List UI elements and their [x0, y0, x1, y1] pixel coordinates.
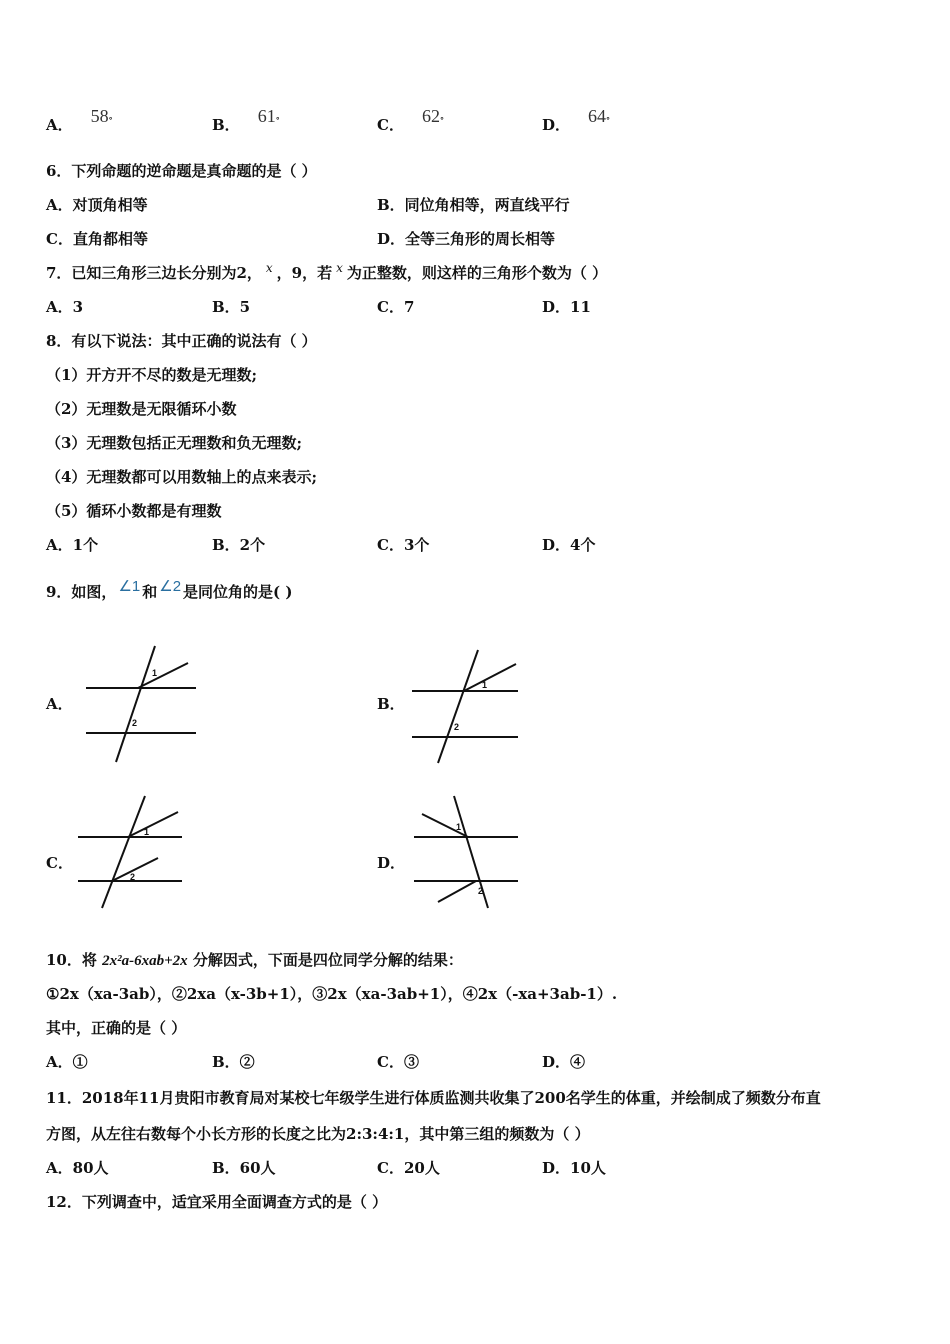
- q9-stem-part: 是同位角的是( ): [183, 583, 293, 601]
- q9-figure-d: [408, 792, 533, 916]
- q10-option-a: A．①: [46, 1053, 88, 1071]
- q7-option-c: C．7: [377, 298, 415, 316]
- option-label: C．: [377, 116, 404, 134]
- q9-stem-part: 和: [142, 583, 158, 601]
- angle-1: ∠1: [118, 578, 141, 595]
- option-value: 62: [421, 106, 440, 126]
- figure-mark-1: 1: [152, 668, 158, 678]
- q6-option-c: C．直角都相等: [46, 230, 148, 248]
- q5-option-d: D． 64°: [542, 106, 611, 134]
- q9-figure-a: [80, 636, 205, 766]
- q9-figure-c: [72, 792, 197, 916]
- variable-x: x: [336, 261, 343, 275]
- q8-option-c: C．3个: [377, 536, 430, 554]
- option-value: 58: [90, 106, 109, 126]
- q11-stem-line-2: 方图，从左往右数每个小长方形的长度之比为2:3:4:1，其中第三组的频数为（ ）: [46, 1125, 590, 1143]
- q11-option-c: C．20人: [377, 1159, 440, 1177]
- q11-option-d: D．10人: [542, 1159, 606, 1177]
- q11-option-b: B．60人: [212, 1159, 276, 1177]
- q9-figure-b: [406, 640, 531, 770]
- q9-option-b-label: B．: [377, 695, 405, 713]
- q10-stem: [46, 950, 463, 971]
- q7-stem-part: 7．已知三角形三边长分别为2，: [46, 264, 262, 282]
- q7-stem: [46, 263, 607, 284]
- q8-item-5: （5）循环小数都是有理数: [46, 502, 222, 520]
- figure-mark-1: 1: [456, 822, 462, 832]
- q8-option-b: B．2个: [212, 536, 266, 554]
- option-label: A．: [46, 116, 73, 134]
- q9-stem-part: 9．如图，: [46, 583, 117, 601]
- q10-expression: 2x²a-6xab+2x: [102, 953, 188, 969]
- option-value: 64: [588, 106, 607, 126]
- q10-stem-part: 分解因式，下面是四位同学分解的结果：: [187, 951, 463, 969]
- q7-option-d: D．11: [542, 298, 591, 316]
- q5-option-c: C． 62°: [377, 106, 444, 134]
- q8-option-d: D．4个: [542, 536, 596, 554]
- q8-option-a: A．1个: [46, 536, 99, 554]
- q9-option-a-label: A．: [46, 695, 73, 713]
- angle-2: ∠2: [159, 578, 182, 595]
- q7-option-a: A．3: [46, 298, 84, 316]
- figure-mark-1: 1: [482, 680, 488, 690]
- q5-option-a: A． 58°: [46, 106, 113, 134]
- q10-option-b: B．②: [212, 1053, 255, 1071]
- option-label: D．: [542, 116, 571, 134]
- q9-option-d-label: D．: [377, 854, 406, 872]
- q10-answers: ①2x（xa-3ab），②2xa（x-3b+1），③2x（xa-3ab+1），④2x（-xa+3ab-1）.: [46, 985, 618, 1003]
- q6-option-a: A．对顶角相等: [46, 196, 148, 214]
- figure-mark-2: 2: [478, 886, 484, 896]
- q7-stem-part: ，9，若: [276, 264, 333, 282]
- figure-mark-2: 2: [132, 718, 138, 728]
- q11-option-a: A．80人: [46, 1159, 109, 1177]
- q8-item-2: （2）无理数是无限循环小数: [46, 400, 237, 418]
- figure-mark-1: 1: [144, 827, 150, 837]
- q9-option-c-label: C．: [46, 854, 73, 872]
- q8-stem: 8．有以下说法：其中正确的说法有（ ）: [46, 332, 317, 350]
- q6-option-d: D．全等三角形的周长相等: [377, 230, 556, 248]
- q10-option-d: D．④: [542, 1053, 586, 1071]
- q8-item-1: （1）开方开不尽的数是无理数;: [46, 366, 257, 384]
- q12-stem: 12．下列调查中，适宜采用全面调查方式的是（ ）: [46, 1193, 388, 1211]
- q10-question: 其中，正确的是（ ）: [46, 1019, 187, 1037]
- q10-option-c: C．③: [377, 1053, 419, 1071]
- q6-option-b: B．同位角相等，两直线平行: [377, 196, 570, 214]
- q8-item-4: （4）无理数都可以用数轴上的点来表示;: [46, 468, 317, 486]
- q5-option-b: B． 61°: [212, 106, 280, 134]
- q9-stem: [46, 578, 293, 603]
- q11-stem-line-1: 11．2018年11月贵阳市教育局对某校七年级学生进行体质监测共收集了200名学生的体重，并绘制成了频数分布直: [46, 1089, 821, 1107]
- q10-stem-part: 10．将: [46, 951, 103, 969]
- q7-option-b: B．5: [212, 298, 251, 316]
- figure-mark-2: 2: [454, 722, 460, 732]
- q7-stem-part: 为正整数，则这样的三角形个数为（ ）: [346, 264, 608, 282]
- variable-x: x: [265, 261, 273, 275]
- q6-stem: 6．下列命题的逆命题是真命题的是（ ）: [46, 162, 317, 180]
- figure-mark-2: 2: [130, 872, 136, 882]
- option-label: B．: [212, 116, 240, 134]
- q8-item-3: （3）无理数包括正无理数和负无理数;: [46, 434, 302, 452]
- option-value: 61: [257, 106, 276, 126]
